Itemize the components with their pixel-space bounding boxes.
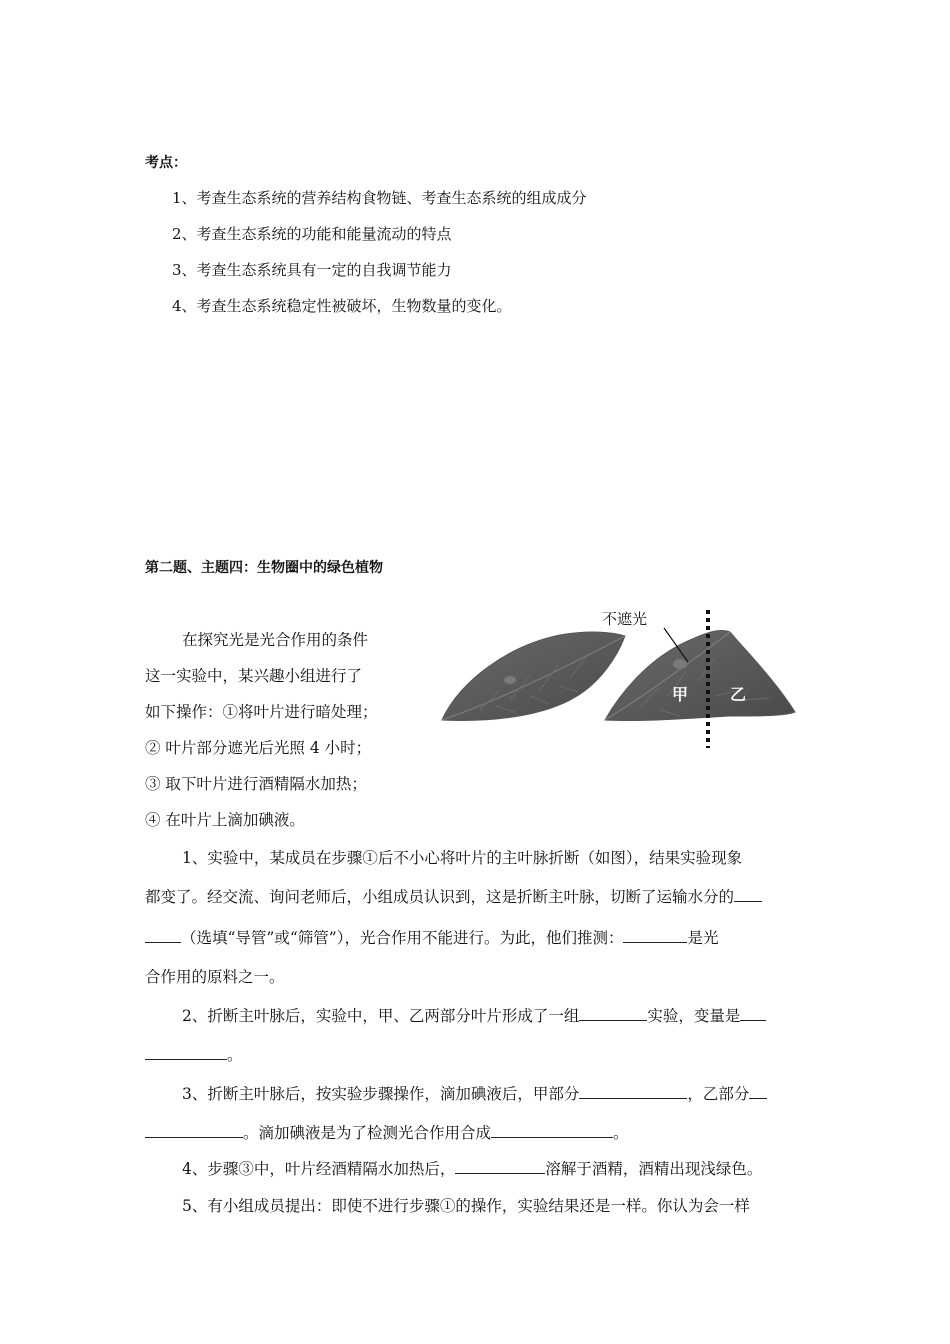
intro-line: ② 叶片部分遮光后光照 4 小时；	[145, 739, 372, 757]
intro-line: ③ 取下叶片进行酒精隔水加热；	[145, 775, 367, 793]
leaf-right-image	[605, 630, 795, 720]
answer-blank[interactable]	[579, 1082, 687, 1099]
q2-line	[182, 1004, 766, 1026]
q3-text: 。滴加碘液是为了检测光合作用合成	[243, 1124, 492, 1142]
q5-line: 5、有小组成员提出：即使不进行步骤①的操作，实验结果还是一样。你认为会一样	[182, 1197, 750, 1215]
answer-blank[interactable]	[455, 1157, 545, 1174]
intro-line: 在探究光是光合作用的条件	[182, 631, 369, 649]
q2-text: 2、折断主叶脉后，实验中，甲、乙两部分叶片形成了一组	[182, 1007, 580, 1025]
list-item: 4、考查生态系统稳定性被破坏，生物数量的变化。	[172, 297, 512, 315]
q3-text: 。	[613, 1124, 629, 1142]
q1-text: （选填“导管”或“筛管”），光合作用不能进行。为此，他们推测：	[181, 929, 624, 947]
q1-line: 1、实验中，某成员在步骤①后不小心将叶片的主叶脉折断（如图），结果实验现象	[182, 849, 743, 867]
q4-line	[182, 1157, 762, 1179]
intro-line: ④ 在叶片上滴加碘液。	[145, 811, 305, 829]
q1-text: 都变了。经交流、询问老师后，小组成员认识到，这是折断主叶脉，切断了运输水分的	[145, 888, 735, 906]
list-item: 2、考查生态系统的功能和能量流动的特点	[172, 225, 452, 243]
answer-blank[interactable]	[145, 1121, 243, 1138]
list-item: 3、考查生态系统具有一定的自我调节能力	[172, 261, 452, 279]
answer-blank[interactable]	[145, 1043, 227, 1060]
label-yi: 乙	[730, 685, 747, 704]
q1-line	[145, 885, 762, 907]
q1-text: 是光	[687, 929, 719, 947]
answer-blank[interactable]	[145, 926, 181, 943]
intro-line: 这一实验中，某兴趣小组进行了	[145, 667, 363, 685]
label-no-shade: 不遮光	[602, 610, 648, 628]
q2-line	[145, 1043, 243, 1065]
answer-blank[interactable]	[579, 1004, 647, 1021]
list-item: 1、考查生态系统的营养结构食物链、考查生态系统的组成成分	[172, 189, 587, 207]
section2-title: 第二题、主题四：生物圈中的绿色植物	[145, 560, 383, 576]
leaf-left-image	[442, 632, 625, 720]
q3-text: 3、折断主叶脉后，按实验步骤操作，滴加碘液后，甲部分	[182, 1085, 580, 1103]
answer-blank[interactable]	[623, 926, 687, 943]
q3-text: ，乙部分	[687, 1085, 750, 1103]
q2-text: 实验，变量是	[647, 1007, 741, 1025]
answer-blank[interactable]	[740, 1004, 766, 1021]
section1-title: 考点：	[145, 155, 187, 171]
answer-blank[interactable]	[491, 1121, 613, 1138]
q3-line	[145, 1121, 629, 1143]
leaf-figure	[440, 600, 800, 750]
q3-line	[182, 1082, 767, 1104]
q4-text: 溶解于酒精，酒精出现浅绿色。	[545, 1160, 763, 1178]
answer-blank[interactable]	[749, 1082, 767, 1099]
label-jia: 甲	[672, 685, 689, 704]
intro-line: 如下操作：①将叶片进行暗处理；	[145, 703, 378, 721]
q2-text: 。	[227, 1046, 243, 1064]
answer-blank[interactable]	[734, 885, 762, 902]
q1-line: 合作用的原料之一。	[145, 968, 285, 986]
q1-line	[145, 926, 718, 948]
q4-text: 4、步骤③中，叶片经酒精隔水加热后，	[182, 1160, 456, 1178]
